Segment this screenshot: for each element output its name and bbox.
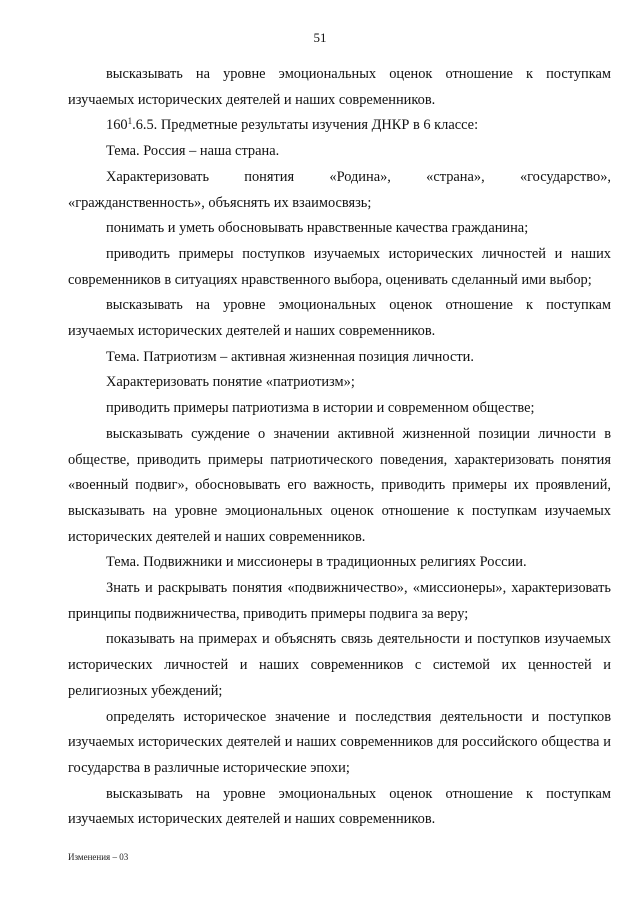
paragraph-1: высказывать на уровне эмоциональных оценок отношение к поступкам изучаемых исторических деятелей и наших современников. <box>68 66 611 108</box>
paragraph-6: высказывать на уровне эмоциональных оценок отношение к поступкам изучаемых исторических деятелей и наших современников. <box>68 297 611 340</box>
paragraph-10: высказывать суждение о значении активной жизненной позиции личности в обществе, приводить примеры патриотического поведения, характеризовать понятия «военный подвиг», обосновывать его важность, приводить примеры их проявлений, высказывать на уровне эмоциональных оценок отношение к поступкам изучаемых исторических деятелей и наших современников. <box>68 425 611 545</box>
paragraph-4: понимать и уметь обосновывать нравственные качества гражданина; <box>106 220 529 237</box>
document-body <box>68 62 611 833</box>
topic-missionaries: Тема. Подвижники и миссионеры в традиционных религиях России. <box>106 554 527 571</box>
topic-patriotism: Тема. Патриотизм – активная жизненная позиция личности. <box>106 348 474 365</box>
section-heading-text: .6.5. Предметные результаты изучения ДНКР в 6 классе: <box>132 117 479 134</box>
paragraph-15: высказывать на уровне эмоциональных оценок отношение к поступкам изучаемых исторических деятелей и наших современников. <box>68 785 611 828</box>
paragraph-12: Знать и раскрывать понятия «подвижничество», «миссионеры», характеризовать принципы подвижничества, приводить примеры подвига за веру; <box>68 580 611 622</box>
section-heading <box>68 113 611 139</box>
page-number: 51 <box>313 30 327 45</box>
paragraph-3: Характеризовать понятия «Родина», «страна», «государство», «гражданственность», объяснять их взаимосвязь; <box>68 168 611 211</box>
topic-russia: Тема. Россия – наша страна. <box>106 143 280 160</box>
section-number: 160 <box>106 117 128 134</box>
paragraph-13: показывать на примерах и объяснять связь деятельности и поступков изучаемых исторических личностей и наших современников с системой их ценностей и религиозных убеждений; <box>68 631 611 699</box>
revision-footer: Изменения – 03 <box>68 852 129 862</box>
paragraph-8: Характеризовать понятие «патриотизм»; <box>106 374 355 391</box>
paragraph-14: определять историческое значение и последствия деятельности и поступков изучаемых исторических деятелей и наших современников для российского общества и государства в различные исторические эпохи; <box>68 708 611 776</box>
paragraph-9: приводить примеры патриотизма в истории и современном обществе; <box>106 400 535 417</box>
paragraph-5: приводить примеры поступков изучаемых исторических личностей и наших современников в ситуациях нравственного выбора, оценивать сделанный ими выбор; <box>68 245 611 288</box>
section-superscript: 1 <box>127 116 133 127</box>
